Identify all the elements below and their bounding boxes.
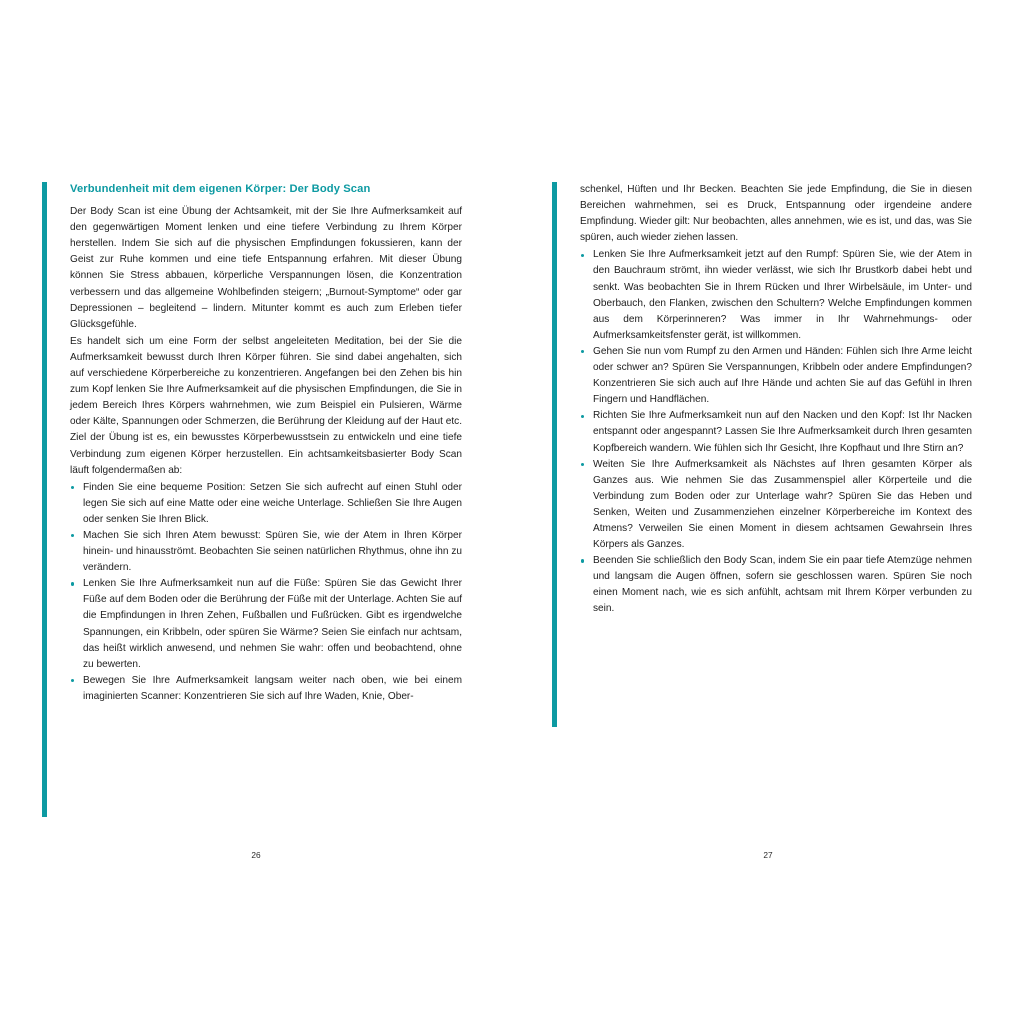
list-item-text: Richten Sie Ihre Aufmerksamkeit nun auf den Nacken und den Kopf: Ist Ihr Nacken entspannt oder angespannt? Lassen Sie Ihre Aufmerksamkeit durch Ihren gesamten Kopfbereich wandern. Wie fühlen sich Ihr Gesicht, Ihre Kopfhaut und Ihre Stirn an?	[593, 410, 972, 454]
bullet-dot-icon	[581, 559, 584, 562]
paragraph: Es handelt sich um eine Form der selbst angeleiteten Meditation, bei der Sie die Aufmerksamkeit bewusst durch Ihren Körper führen. Sie sind dabei angehalten, sich auf verschiedene Körperbereiche zu konzentrieren. Angefangen bei den Zehen bis hin zum Kopf lenken Sie Ihre Aufmerksamkeit auf die physischen Empfindungen, die Sie in jedem Bereich Ihres Körpers wahrnehmen, wie zum Beispiel ein Pulsieren, Wärme oder Kälte, Spannungen oder Schmerzen, die Berührung der Kleidung auf der Haut etc. Ziel der Übung ist es, ein bewusstes Körperbewusstsein zu entwickeln und eine tiefe Verbindung zum eigenen Körper herzustellen. Ein achtsamkeitsbasierter Body Scan läuft folgendermaßen ab:	[70, 335, 462, 476]
page-right	[552, 170, 972, 890]
list-item	[580, 553, 972, 617]
accent-rule-right	[552, 182, 557, 727]
page-number-right: 27	[763, 850, 773, 860]
bullet-dot-icon	[581, 254, 584, 257]
text-column-right	[580, 182, 972, 618]
list-item	[70, 528, 462, 576]
paragraph-continuation: schenkel, Hüften und Ihr Becken. Beachten Sie jede Empfindung, die Sie in diesen Bereichen wahrnehmen, sei es Druck, Entspannung oder irgendeine andere Empfindung. Wieder gilt: Nur beobachten, alles annehmen, wie es ist, und das, was Sie spüren, auch wieder ziehen lassen.	[580, 184, 972, 244]
list-item-text: Lenken Sie Ihre Aufmerksamkeit jetzt auf den Rumpf: Spüren Sie, wie der Atem in den Bauchraum strömt, ihn wieder verlässt, wie sich Ihr Brustkorb dabei hebt und senkt. Was beobachten Sie in Ihrem Rücken und Ihrer Wirbelsäule, im Unter- und Oberbauch, den Flanken, zwischen den Schultern? Welche Empfindungen kommen aus dem Körperinneren? Was immer in Ihr Wahrnehmungs- oder Aufmerksamkeitsfenster gerät, ist willkommen.	[593, 249, 972, 341]
bullet-dot-icon	[581, 415, 584, 418]
bullet-dot-icon	[71, 582, 74, 585]
list-item	[580, 457, 972, 554]
bullet-dot-icon	[581, 463, 584, 466]
bullet-dot-icon	[71, 486, 74, 489]
page-left	[42, 170, 462, 890]
list-item-text: Bewegen Sie Ihre Aufmerksamkeit langsam weiter nach oben, wie bei einem imaginierten Scanner: Konzentrieren Sie sich auf Ihre Waden, Knie, Ober-	[83, 674, 462, 702]
list-item-text: Machen Sie sich Ihren Atem bewusst: Spüren Sie, wie der Atem in Ihren Körper hinein- und hinausströmt. Beobachten Sie seinen natürlichen Rhythmus, ohne ihn zu verändern.	[83, 529, 462, 574]
paragraph: Der Body Scan ist eine Übung der Achtsamkeit, mit der Sie Ihre Aufmerksamkeit auf den gegenwärtigen Moment lenken und eine tiefere Verbindung zu Ihrem Körper herstellen. Indem Sie sich auf die physischen Empfindungen fokussieren, kann der Geist zur Ruhe kommen und eine tiefe Entspannung erfahren. Mit dieser Übung können Sie Stress abbauen, körperliche Verspannungen lösen, die Konzentration verbessern und das allgemeine Wohlbefinden steigern; „Burnout-Symptome“ oder gar Depressionen – begleitend – lindern. Mitunter kommt es auch zum Erleben tiefer Glücksgefühle.	[70, 206, 462, 330]
bullet-dot-icon	[71, 534, 74, 537]
accent-rule-left	[42, 182, 47, 817]
list-item-text: Finden Sie eine bequeme Position: Setzen Sie sich aufrecht auf einen Stuhl oder legen Sie sich auf eine Matte oder eine weiche Unterlage. Schließen Sie Ihre Augen oder senken Sie Ihren Blick.	[83, 481, 462, 525]
list-item	[70, 673, 462, 705]
bullet-list-right	[580, 247, 972, 617]
bullet-dot-icon	[581, 350, 584, 353]
text-column-left	[70, 182, 462, 705]
list-item	[70, 576, 462, 673]
bullet-list-left	[70, 480, 462, 705]
list-item-text: Lenken Sie Ihre Aufmerksamkeit nun auf die Füße: Spüren Sie das Gewicht Ihrer Füße auf dem Boden oder die Berührung der Füße mit der Unterlage. Achten Sie auf die Empfindungen in Ihren Zehen, Fußballen und Fußrücken. Gibt es irgendwelche Spannungen, ein Kribbeln, oder spüren Sie Wärme? Seien Sie einfach nur achtsam, das heißt wirklich anwesend, und nehmen Sie wahr: offen und beobachtend, ohne zu bewerten.	[83, 578, 462, 670]
bullet-dot-icon	[71, 679, 74, 682]
list-item	[580, 408, 972, 456]
list-item-text: Beenden Sie schließlich den Body Scan, indem Sie ein paar tiefe Atemzüge nehmen und langsam die Augen öffnen, sofern sie geschlossen waren. Spüren Sie noch einen Moment nach, wie es sich anfühlt, achtsam mit Ihrem Körper verbunden zu sein.	[593, 555, 972, 615]
page-number-left: 26	[251, 850, 261, 860]
list-item-text: Gehen Sie nun vom Rumpf zu den Armen und Händen: Fühlen sich Ihre Arme leicht oder schwer an? Spüren Sie Verspannungen, Kribbeln oder andere Empfindungen? Konzentrieren Sie sich auch auf Ihre Hände und achten Sie auf das Gefühl in Ihren Fingern und Handflächen.	[593, 345, 972, 406]
list-item	[580, 344, 972, 408]
list-item-text: Weiten Sie Ihre Aufmerksamkeit als Nächstes auf Ihren gesamten Körper als Ganzes aus. Wie nehmen Sie das Zusammenspiel aller Körperteile und die Verbindung zum Boden oder zur Unterlage wahr? Spüren Sie das Heben und Senken, Weiten und Zusammenziehen einzelner Körperbereiche im Kontext des Atmens? Verweilen Sie einen Moment in diesem achtsamen Gewahrsein Ihres Körpers als Ganzes.	[593, 458, 972, 551]
list-item	[70, 480, 462, 528]
list-item	[580, 247, 972, 344]
section-heading: Verbundenheit mit dem eigenen Körper: Der Body Scan	[70, 183, 371, 195]
